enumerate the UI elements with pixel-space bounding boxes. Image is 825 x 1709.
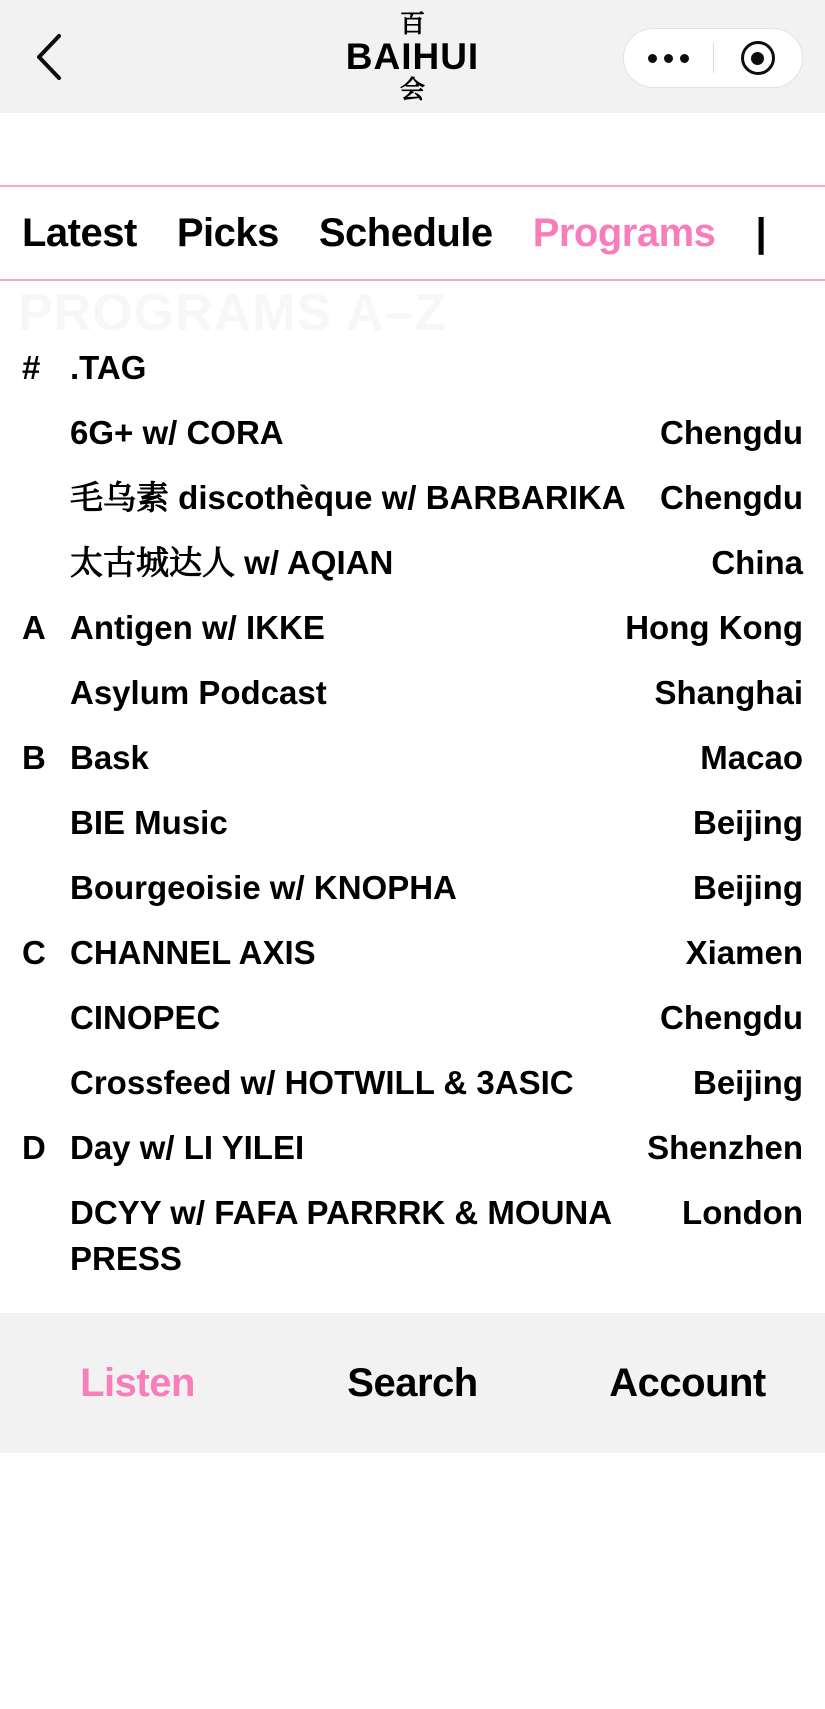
list-item[interactable] [22,794,803,859]
program-city: Chengdu [660,479,803,516]
program-name: CINOPEC [70,999,221,1036]
index-letter: A [22,609,46,646]
brand-bottom-glyph: 会 [399,75,426,104]
list-item[interactable] [22,404,803,469]
programs-list [0,339,825,1286]
program-name: Asylum Podcast [70,674,327,711]
bottom-tab-bar [0,1313,825,1453]
program-city: Chengdu [660,414,803,451]
list-item[interactable] [22,534,803,599]
list-item[interactable] [22,339,803,404]
index-letter: C [22,934,46,971]
program-city: Xiamen [685,934,803,971]
program-city: Hong Kong [625,609,803,646]
more-dots-icon [648,54,689,63]
header-spacer [0,113,825,185]
programs-list-container[interactable] [0,281,825,1453]
brand-top-glyph: 百 [399,9,426,38]
program-city: China [711,544,803,581]
brand-wordmark: BAIHUI [345,36,480,77]
tab-picks[interactable]: Picks [176,211,279,255]
index-letter: B [22,739,46,776]
list-item[interactable] [22,664,803,729]
list-item[interactable] [22,924,803,989]
section-tabs [0,185,825,281]
target-icon [741,41,775,75]
tab-latest[interactable]: Latest [22,211,137,255]
chevron-left-icon [33,32,65,82]
list-item[interactable] [22,599,803,664]
list-item[interactable] [22,1054,803,1119]
program-name: Bourgeoisie w/ KNOPHA [70,869,457,906]
program-city: Macao [700,739,803,776]
program-city: Beijing [692,869,803,906]
tab-programs[interactable]: Programs [532,211,716,255]
program-city: Chengdu [660,999,803,1036]
list-item[interactable] [22,1184,803,1286]
list-item[interactable] [22,1119,803,1184]
program-name: Bask [70,739,149,776]
program-name: 6G+ w/ CORA [70,414,284,451]
list-item[interactable] [22,729,803,794]
brand-logo [346,11,479,102]
bottom-tab-account[interactable]: Account [609,1360,766,1405]
program-name: CHANNEL AXIS [70,934,316,971]
more-menu-button[interactable] [624,29,713,87]
program-city: London [682,1194,803,1231]
program-name: 太古城达人 w/ AQIAN [70,544,394,581]
mini-program-capsule [623,28,803,88]
list-item[interactable] [22,469,803,534]
program-name: DCYY w/ FAFA PARRRK & MOUNA PRESS [70,1194,611,1277]
program-name: 毛乌素 discothèque w/ BARBARIKA [70,479,626,516]
program-name: BIE Music [70,804,228,841]
program-city: Beijing [692,1064,803,1101]
program-name: Day w/ LI YILEI [70,1129,305,1166]
program-city: Beijing [692,804,803,841]
app-bar [0,0,825,113]
ghost-section-title: PROGRAMS A–Z [18,284,447,339]
index-letter: # [22,349,41,386]
program-city: Shanghai [654,674,803,711]
section-tabs-scroller[interactable] [0,187,825,279]
tab-next-partial[interactable]: | [755,211,767,255]
index-letter: D [22,1129,46,1166]
list-item[interactable] [22,859,803,924]
bottom-tab-listen[interactable]: Listen [80,1360,195,1405]
bottom-tab-search[interactable]: Search [347,1360,478,1405]
program-city: Shenzhen [647,1129,803,1166]
list-item[interactable] [22,989,803,1054]
program-name: .TAG [70,349,147,386]
close-miniapp-button[interactable] [714,29,803,87]
tab-schedule[interactable]: Schedule [318,211,493,255]
program-name: Antigen w/ IKKE [70,609,325,646]
back-button[interactable] [22,30,76,84]
program-name: Crossfeed w/ HOTWILL & 3ASIC [70,1064,574,1101]
